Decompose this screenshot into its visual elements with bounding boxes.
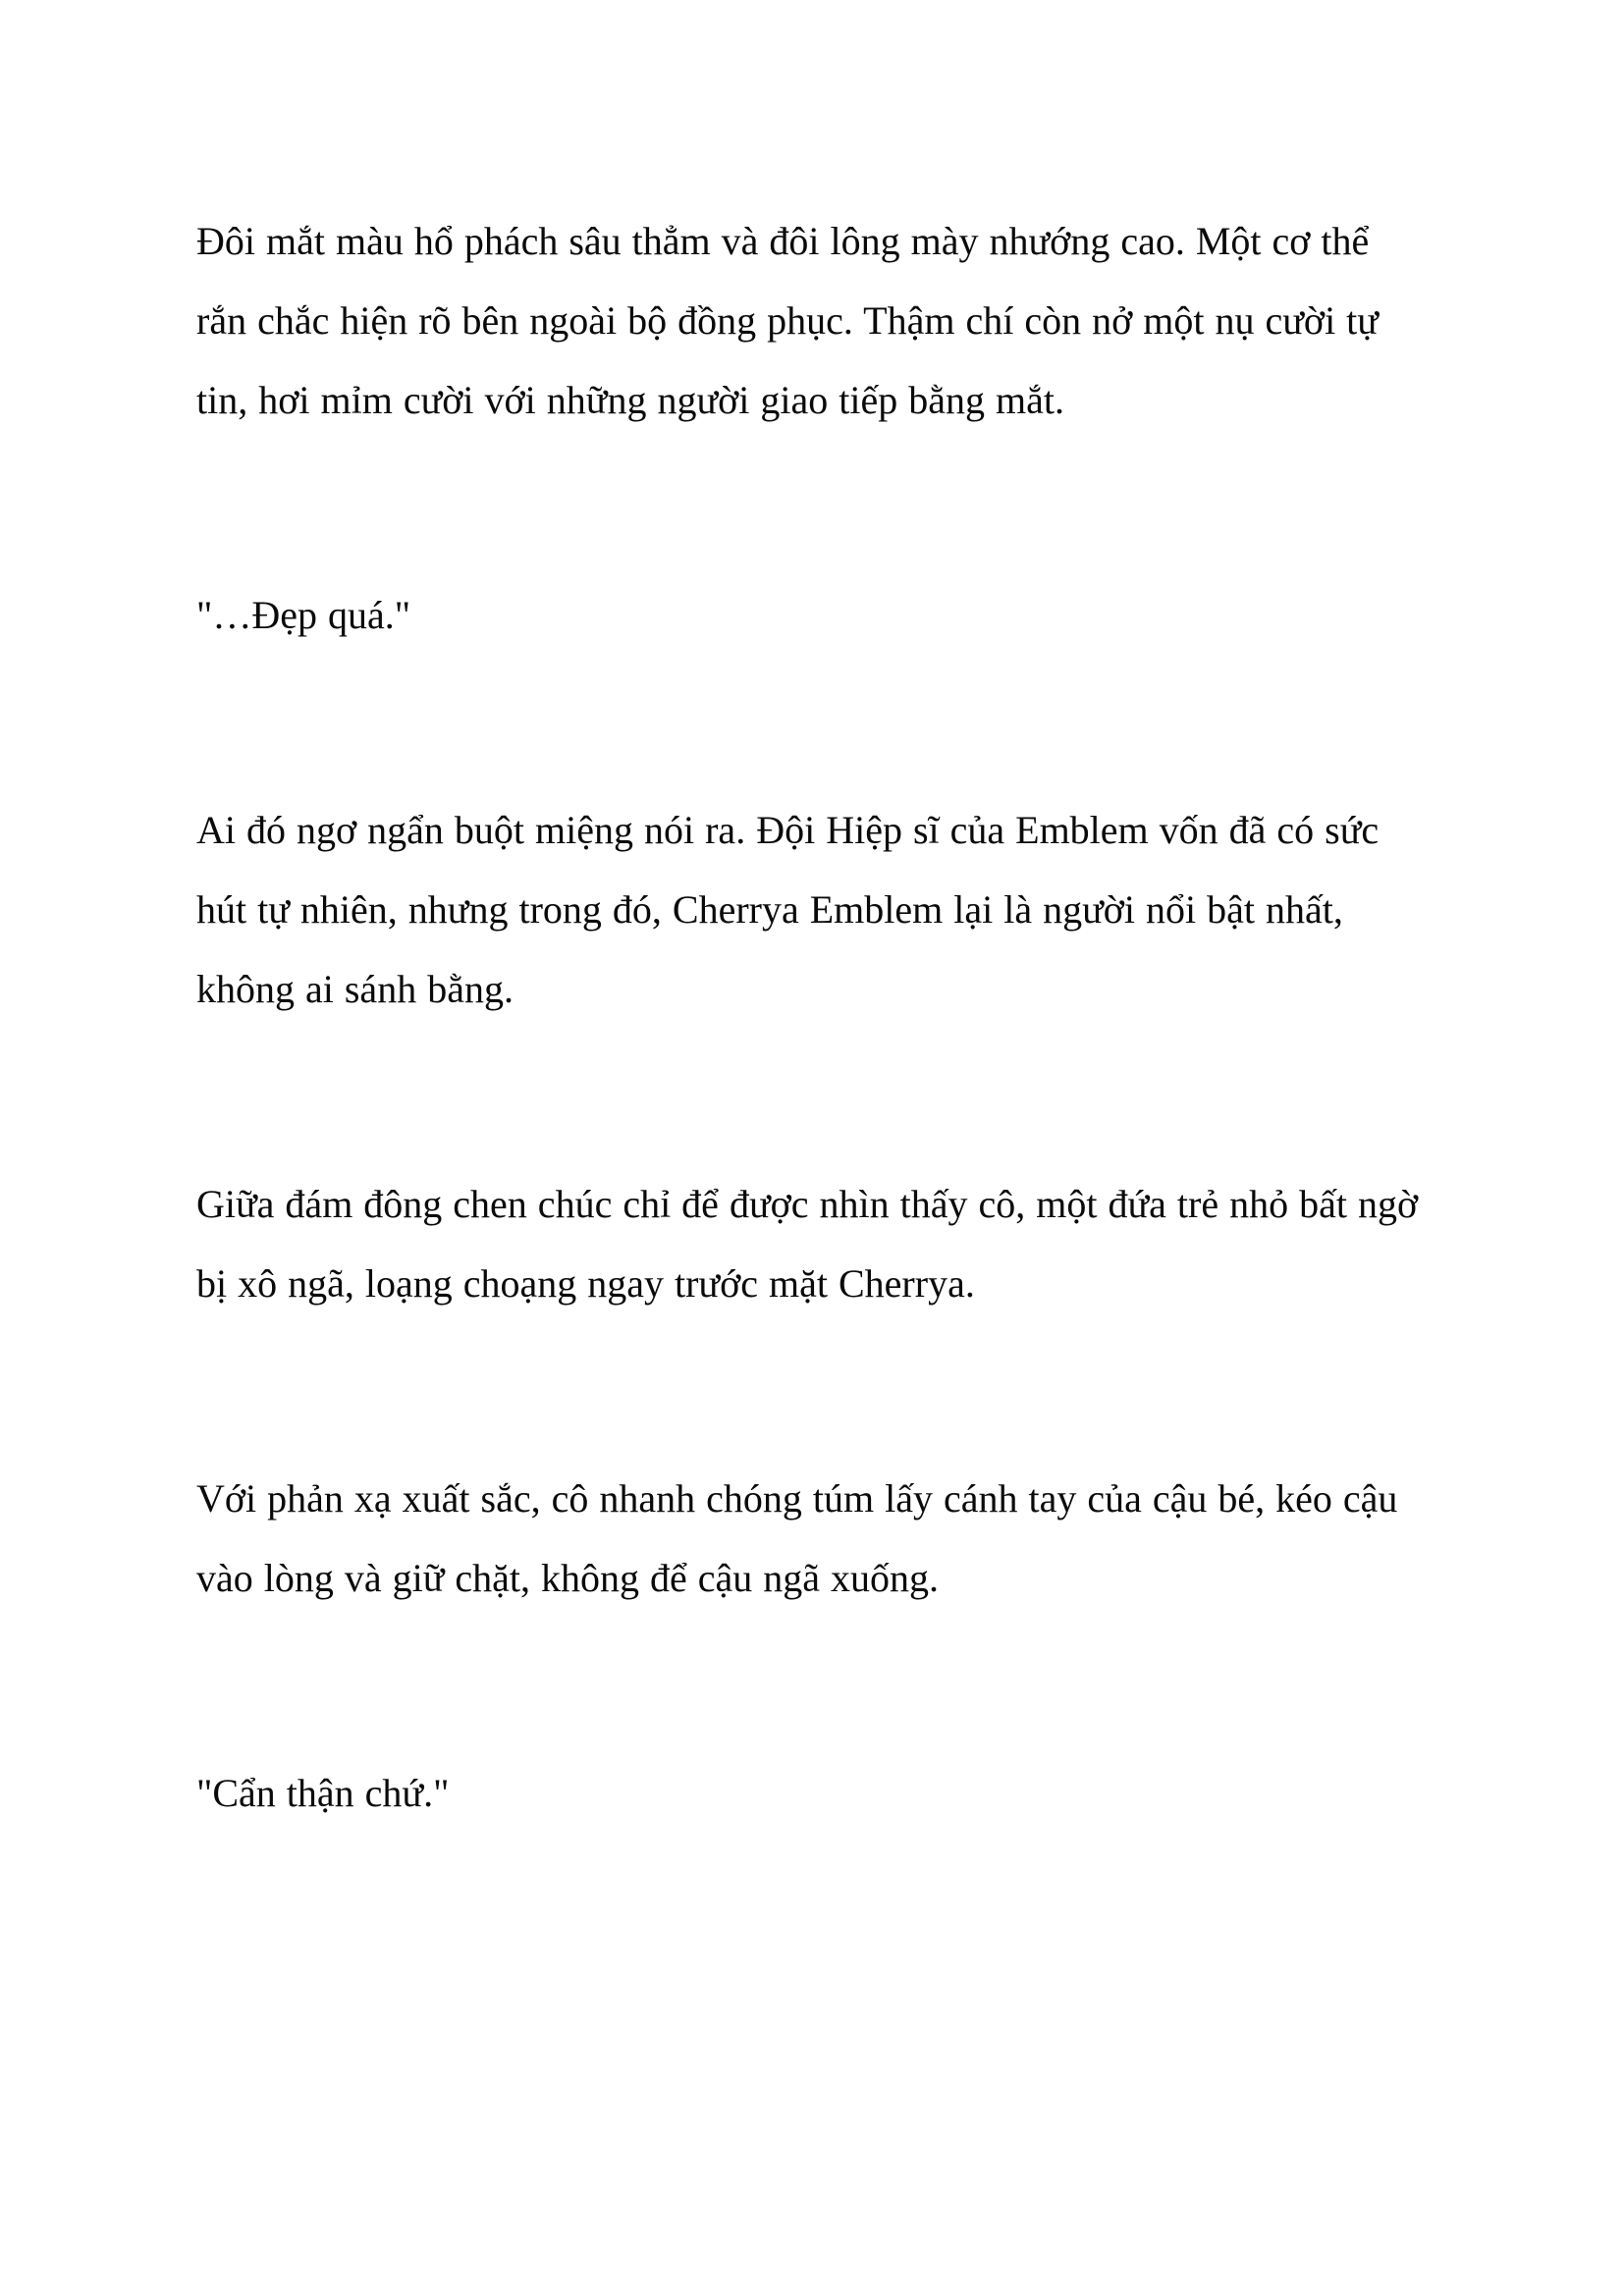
narrative-paragraph: Giữa đám đông chen chúc chỉ để được nhìn thấy cô, một đứa trẻ nhỏ bất ngờ bị xô ngã, loạng choạng ngay trước mặt Cherrya. [196,1182,1419,1306]
narrative-paragraph: Với phản xạ xuất sắc, cô nhanh chóng túm lấy cánh tay của cậu bé, kéo cậu vào lòng và giữ chặt, không để cậu ngã xuống. [196,1476,1398,1600]
narrative-paragraph: Ai đó ngơ ngẩn buột miệng nói ra. Đội Hiệp sĩ của Emblem vốn đã có sức hút tự nhiên, nhưng trong đó, Cherrya Emblem lại là người nổi bật nhất, không ai sánh bằng. [196,808,1380,1011]
dialogue-paragraph: "Cẩn thận chứ." [196,1771,450,1815]
narrative-paragraph: Đôi mắt màu hổ phách sâu thẳm và đôi lông mày nhướng cao. Một cơ thể rắn chắc hiện rõ bên ngoài bộ đồng phục. Thậm chí còn nở một nụ cười tự tin, hơi mỉm cười với những người giao tiếp bằng mắt. [196,219,1379,422]
text-content [196,201,1424,1833]
dialogue-paragraph: "…Đẹp quá." [196,593,411,637]
